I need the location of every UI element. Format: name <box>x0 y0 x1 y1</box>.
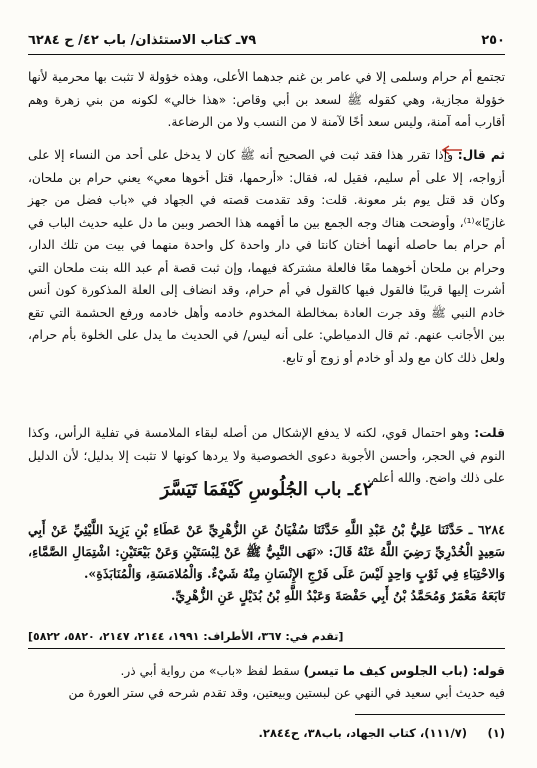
sharh-line-2: فيه حديث أبي سعيد في النهي عن لبستين وبيعتين، وقد تقدم شرحه في ستر العورة من <box>68 686 505 700</box>
paragraph-lead: ثم قال: <box>457 148 505 162</box>
hadith-matn: ٦٢٨٤ ـ حَدَّثَنَا عَلِيُّ بْنُ عَبْدِ اللَّهِ حَدَّثَنَا سُفْيَانُ عَنِ الزُّهْرِيِّ عَنْ عَطَاءِ بْنِ يَزِيدَ اللَّيْثِيِّ عَنْ أَبِي سَعِيدٍ الْخُدْرِيِّ رَضِيَ اللَّهُ عَنْهُ قَالَ: «نَهَى النَّبِيُّ ﷺ عَنْ لِبْسَتَيْنِ وَعَنْ بَيْعَتَيْنِ: اشْتِمَالِ الصَّمَّاءِ، وَالاحْتِبَاءِ فِي ثَوْبٍ وَاحِدٍ لَيْسَ عَلَى فَرْجِ الإِنْسَانِ مِنْهُ شَيْءٌ. وَالْمُلامَسَةِ، وَالْمُنَابَذَةِ». <box>28 522 505 581</box>
paragraph-body: وهو احتمال قوي، لكنه لا يدفع الإشكال من أصله لبقاء الملامسة في تفلية الرأس، وكذا النوم في الحجر، وأحسن الأجوبة دعوى الخصوصية ولا يردها كونها لا تثبت إلا بدليل؛ لأن الدليل على ذلك واضح. والله أعلم. <box>28 426 505 485</box>
hadith-mutaba: تَابَعَهُ مَعْمَرٌ وَمُحَمَّدُ بْنُ أَبِي حَفْصَةَ وَعَبْدُ اللَّهِ بْنُ بُدَيْلٍ عَنِ الزُّهْرِيِّ. <box>171 588 505 603</box>
chapter-title: ٤٢ـ باب الجُلُوسِ كَيْفَمَا تَيَسَّرَ <box>160 479 373 500</box>
takhrij-references: [تقدم في: ٣٦٧، الأطراف: ١٩٩١، ٢١٤٤، ٢١٤٧، ٥٨٢٠، ٥٨٢٢] <box>28 630 344 643</box>
footnote-divider <box>355 714 505 715</box>
hadith-text <box>28 519 505 607</box>
paragraph-body: وإذا تقرر هذا فقد ثبت في الصحيح أنه ﷺ كان لا يدخل على أحد من النساء إلا على أزواجه، إلا على أم سليم، فقيل له، فقال: «أرحمها، قتل أخوها معي» يعني حرام بن ملحان، وكان قد قتل يوم بئر معونة. قلت: وقد تقدمت قصته في الجهاد في «باب فضل من جهز غازيًا»⁽¹⁾، وأوضحت هناك وجه الجمع بين ما أفهمه هذا الحصر وبين ما دل عليه حديث الباب في أم حرام بما حاصله أنهما أختان كانتا في دار واحدة كل واحدة منهما في بيت من تلك الدار، وحرام بن ملحان أخوهما معًا فالعلة مشتركة فيهما، وإن ثبت قصة أم عبد الله بنت ملحان التي أشرت إليها قريبًا فالقول فيها كالقول في أم حرام، وقد انضاف إلى العلة المذكورة كون أنس خادم النبي ﷺ وقد جرت العادة بمخالطة المخدوم خادمه وأهل خادمه ورفع الحشمة التي تقع بين الأجانب عنهم. ثم قال الدمياطي: على أنه ليس/ في الحديث ما يدل على الخلوة بأم حرام، ولعل ذلك كان مع ولد أو خادم أو زوج أو تابع. <box>28 148 505 365</box>
page-number: ٢٥٠ <box>481 33 505 48</box>
sharh-line-1 <box>28 660 505 682</box>
running-title: ٧٩ـ كتاب الاستئذان/ باب ٤٢/ ح ٦٢٨٤ <box>28 33 257 48</box>
commentary-paragraph-2 <box>28 144 505 369</box>
paragraph-lead: قلت: <box>474 426 506 440</box>
paragraph-text <box>28 144 505 369</box>
footnote-text: (١١١/٧)، كتاب الجهاد، باب٣٨، ح٢٨٤٤. <box>258 726 467 740</box>
sharh-body: سقط لفظ «باب» من رواية أبي ذر. <box>120 664 300 678</box>
sharh-lead: قوله: (باب الجلوس كيف ما تيسر) <box>303 664 505 678</box>
paragraph-text: تجتمع أم حرام وسلمى إلا في عامر بن غنم جدهما الأعلى، وهذه خؤولة لا تثبت بها محرمية لأنها خؤولة مجازية، وهي كقوله ﷺ لسعد بن أبي وقاص: «هذا خالي» لكونه من بني زهرة وهم أقارب أمه آمنة، وليس سعد أخًا لآمنة لا من النسب ولا من الرضاعة. <box>28 70 505 129</box>
page-header <box>28 30 505 55</box>
sharh-section <box>28 660 505 704</box>
footnote-number: (١) <box>487 726 505 740</box>
commentary-paragraph-1 <box>28 66 505 134</box>
takhrij-line <box>28 628 505 649</box>
